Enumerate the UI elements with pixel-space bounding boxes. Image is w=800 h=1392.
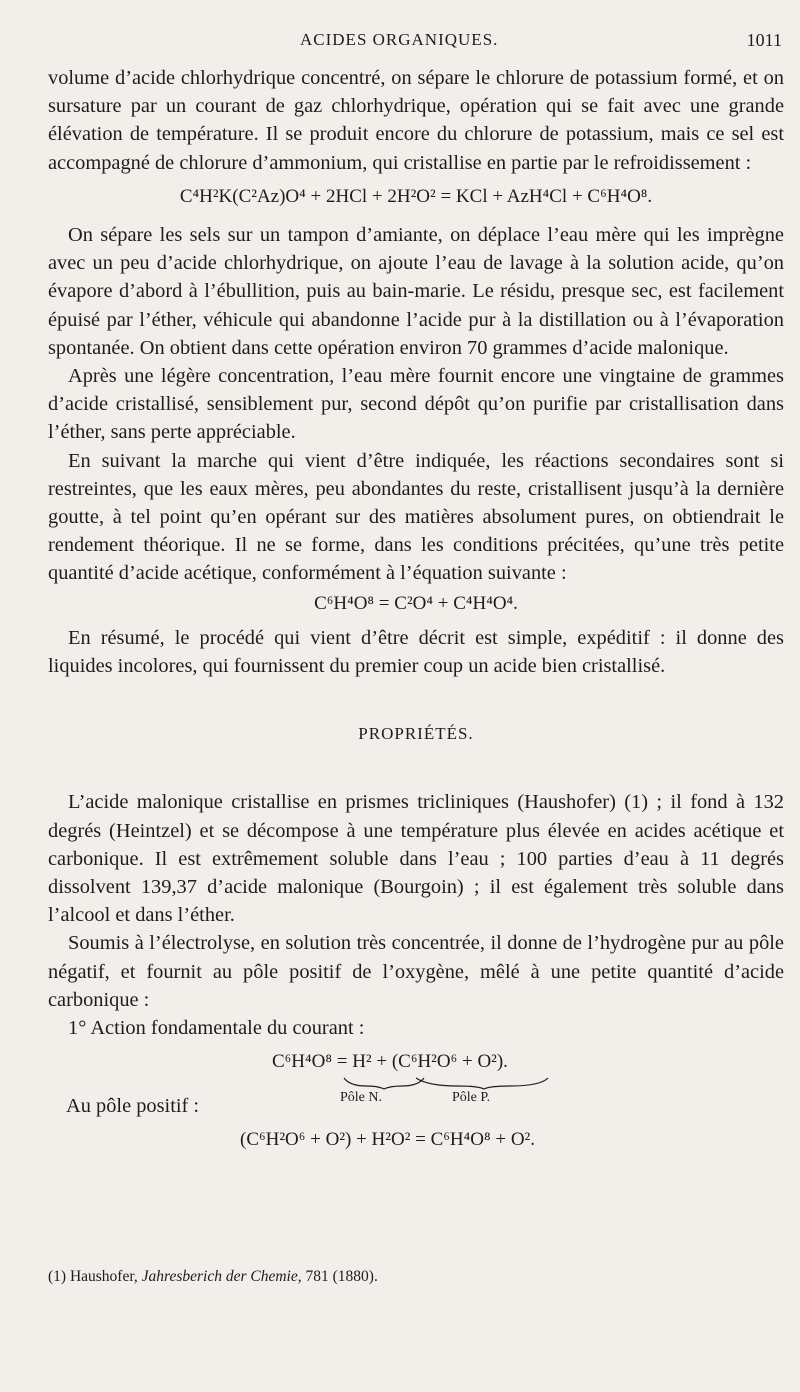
paragraph: Après une légère concentration, l’eau mère fournit encore une vingtaine de grammes d’acide cristallisé, sensiblement pur, second dépôt qu’on purifie par cristallisation dans l’éther, sans perte appréciable.: [48, 365, 784, 444]
electrolysis-block: [48, 1048, 784, 1166]
paragraph: En suivant la marche qui vient d’être indiquée, les réactions secondaires sont si restreintes, que les eaux mères, peu abondantes du reste, cristallisent jusqu’à la dernière goutte, à tel point qu’en opérant sur des matières absolument pures, on obtiendrait le rendement théorique. Il ne se forme, dans les conditions précitées, qu’une très petite quantité d’acide acétique, conformément à l’équation suivante :: [48, 449, 784, 585]
paragraph: On sépare les sels sur un tampon d’amiante, on déplace l’eau mère qui les imprègne avec un peu d’acide chlorhydrique, on ajoute l’eau de lavage à la solution acide, qu’on évapore d’abord à l’ébullition, puis au bain-marie. Le résidu, presque sec, est facilement épuisé par l’éther, véhicule qui abandonne l’acide pur à la distillation ou à l’évaporation spontanée. On obtient dans cette opération environ 70 grammes d’acide malonique.: [48, 224, 784, 359]
paragraph: volume d’acide chlorhydrique concentré, on sépare le chlorure de potassium formé, et on sursature par un courant de gaz chlorhydrique, opération qui se fait avec une grande élévation de température. Il se produit encore du chlorure de potassium, mais ce sel est accompagné de chlorure d’ammonium, qui cristallise en partie par le refroidissement :: [48, 67, 784, 174]
footnote-journal: Jahresberich der Chemie,: [141, 1268, 302, 1285]
body-text: [48, 64, 784, 1166]
paragraph: En résumé, le procédé qui vient d’être décrit est simple, expéditif : il donne des liquides incolores, qui fournissent du premier coup un acide bien cristallisé.: [48, 626, 784, 678]
paragraph: 1° Action fondamentale du courant :: [68, 1017, 365, 1040]
pole-negative-label: Pôle N.: [340, 1090, 382, 1106]
footnote-marker: (1): [48, 1268, 67, 1285]
equation: C⁶H⁴O⁸ = H² + (C⁶H²O⁶ + O²).: [272, 1051, 508, 1073]
footnote-author: Haushofer,: [69, 1268, 138, 1285]
equation: (C⁶H²O⁶ + O²) + H²O² = C⁶H⁴O⁸ + O².: [240, 1129, 535, 1151]
section-title: PROPRIÉTÉS.: [358, 724, 474, 744]
pole-positive-label: Pôle P.: [452, 1090, 491, 1106]
paragraph: L’acide malonique cristallise en prismes tricliniques (Haushofer) (1) ; il fond à 132 degrés (Heintzel) et se décompose à une température plus élevée en acides acétique et carbonique. Il est extrêmement soluble dans l’eau ; 100 parties d’eau à 11 degrés dissolvent 139,37 d’acide malonique (Bourgoin) ; il est également très soluble dans l’alcool et dans l’éther.: [48, 791, 784, 927]
equation: C⁶H⁴O⁸ = C²O⁴ + C⁴H⁴O⁴.: [314, 592, 518, 614]
au-pole-positif-label: Au pôle positif :: [66, 1095, 200, 1118]
page-number: 1011: [746, 30, 782, 50]
equation: C⁴H²K(C²Az)O⁴ + 2HCl + 2H²O² = KCl + AzH⁴Cl + C⁶H⁴O⁸.: [179, 185, 653, 207]
page-header: [0, 30, 800, 56]
footnote: [48, 1268, 378, 1286]
footnote-ref: 781 (1880).: [305, 1268, 378, 1285]
paragraph: Soumis à l’électrolyse, en solution très concentrée, il donne de l’hydrogène pur au pôle négatif, et fournit au pôle positif de l’oxygène, mêlé à une petite quantité d’acide carbonique :: [48, 932, 784, 1011]
running-head: ACIDES ORGANIQUES.: [300, 30, 499, 49]
